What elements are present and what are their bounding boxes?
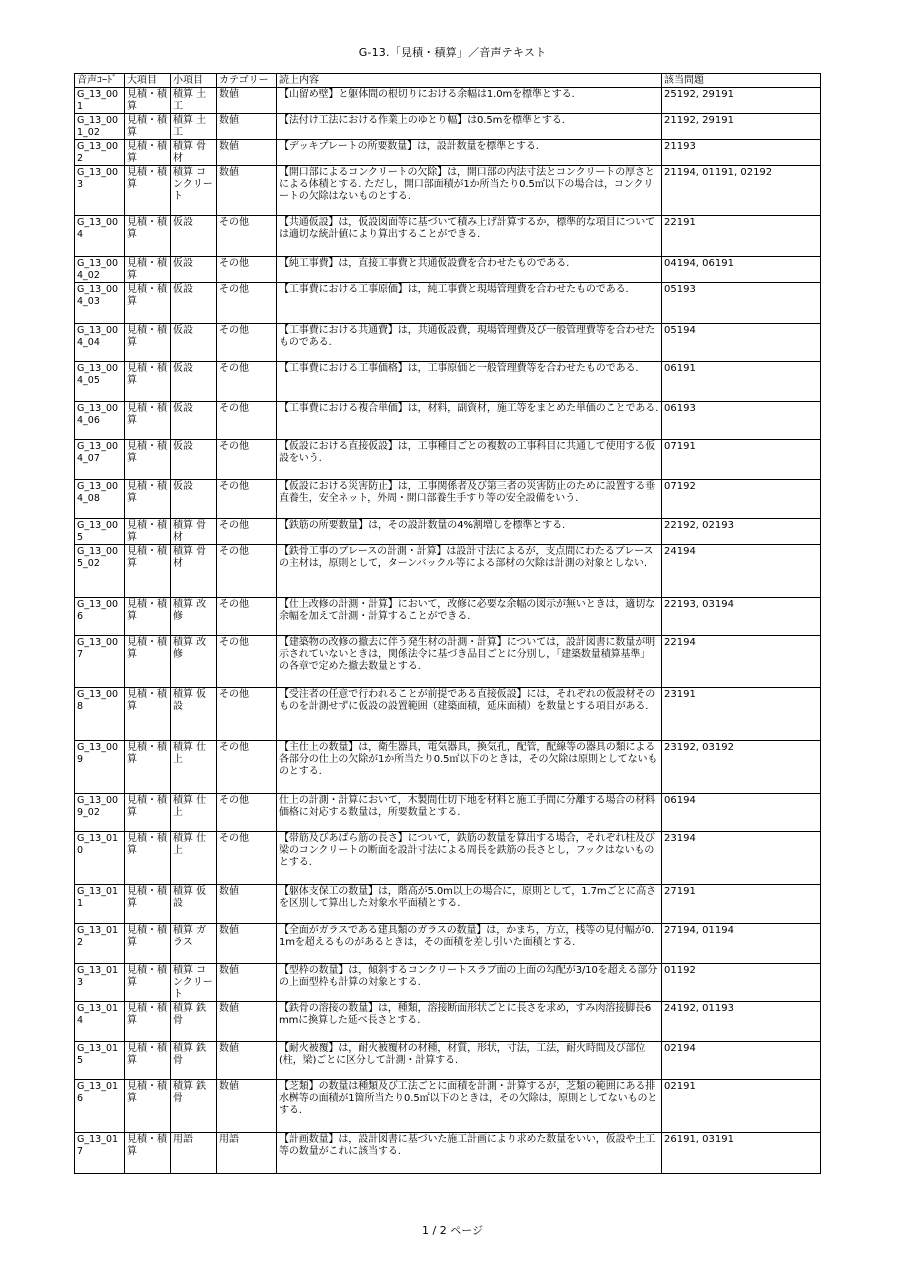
row-major: 見積・積算 xyxy=(125,688,171,741)
header-major: 大項目 xyxy=(125,74,171,88)
row-minor: 積算 仕上 xyxy=(171,832,217,885)
row-questions: 21194, 01191, 02192 xyxy=(662,166,821,216)
row-content: 【仮設における直接仮設】は，工事種目ごとの複数の工事科目に共通して使用する仮設をいう. xyxy=(277,440,662,480)
table-row xyxy=(75,114,821,140)
table-row xyxy=(75,257,821,283)
row-major: 見積・積算 xyxy=(125,885,171,924)
table-row xyxy=(75,480,821,519)
row-content: 仕上の計測・計算において，木製間仕切下地を材料と施工手間に分離する場合の材料価格に対応する数量は，所要数量とする. xyxy=(277,794,662,832)
row-content: 【共通仮設】は，仮設図面等に基づいて積み上げ計算するか，標準的な項目については適切な統計値により算出することができる. xyxy=(277,216,662,257)
row-category: その他 xyxy=(217,480,277,519)
row-content: 【耐火被覆】は，耐火被覆材の材種，材質，形状，寸法，工法，耐火時間及び部位(柱，梁)ごとに区分して計測・計算する. xyxy=(277,1042,662,1080)
header-code: 音声ｺｰﾄﾞ xyxy=(75,74,125,88)
row-major: 見積・積算 xyxy=(125,519,171,545)
row-content: 【仕上改修の計測・計算】において，改修に必要な余幅の図示が無いときは，適切な余幅を加えて計測・計算することができる. xyxy=(277,598,662,636)
row-major: 見積・積算 xyxy=(125,924,171,964)
row-questions: 27194, 01194 xyxy=(662,924,821,964)
row-questions: 02191 xyxy=(662,1080,821,1133)
row-major: 見積・積算 xyxy=(125,257,171,283)
row-questions: 23191 xyxy=(662,688,821,741)
row-minor: 積算 仮設 xyxy=(171,688,217,741)
row-questions: 06194 xyxy=(662,794,821,832)
row-category: その他 xyxy=(217,545,277,598)
row-minor: 積算 コンクリート xyxy=(171,166,217,216)
row-category: その他 xyxy=(217,636,277,688)
row-content: 【仮設における災害防止】は，工事関係者及び第三者の災害防止のために設置する垂直養生，安全ネット，外周・開口部養生手すり等の安全設備をいう. xyxy=(277,480,662,519)
row-minor: 積算 鉄骨 xyxy=(171,1080,217,1133)
row-category: 数値 xyxy=(217,88,277,114)
table-row xyxy=(75,1042,821,1080)
header-content: 読上内容 xyxy=(277,74,662,88)
table-row xyxy=(75,140,821,166)
row-major: 見積・積算 xyxy=(125,1002,171,1042)
table-row xyxy=(75,832,821,885)
row-questions: 23192, 03192 xyxy=(662,741,821,794)
row-code: G_13_006 xyxy=(75,598,125,636)
table-row xyxy=(75,88,821,114)
row-category: その他 xyxy=(217,598,277,636)
row-content: 【工事費における共通費】は，共通仮設費，現場管理費及び一般管理費等を合わせたものである. xyxy=(277,324,662,362)
row-questions: 22194 xyxy=(662,636,821,688)
row-minor: 積算 骨材 xyxy=(171,519,217,545)
row-content: 【全面がガラスである建具類のガラスの数量】は，かまち，方立，桟等の見付幅が0.1mを超えるものがあるときは，その面積を差し引いた面積とする. xyxy=(277,924,662,964)
row-questions: 05193 xyxy=(662,283,821,324)
table-row xyxy=(75,362,821,402)
row-category: 用語 xyxy=(217,1133,277,1174)
table-row xyxy=(75,519,821,545)
table-row xyxy=(75,1133,821,1174)
row-content: 【計画数量】は，設計図書に基づいた施工計画により求めた数量をいい，仮設や土工等の数量がこれに該当する. xyxy=(277,1133,662,1174)
row-content: 【鉄筋の所要数量】は，その設計数量の4%割増しを標準とする. xyxy=(277,519,662,545)
row-content: 【躯体支保工の数量】は，階高が5.0m以上の場合に，原則として，1.7mごとに高さを区別して算出した対象水平面積とする. xyxy=(277,885,662,924)
row-major: 見積・積算 xyxy=(125,636,171,688)
row-category: 数値 xyxy=(217,1042,277,1080)
row-category: その他 xyxy=(217,741,277,794)
table-row xyxy=(75,1002,821,1042)
row-code: G_13_004_06 xyxy=(75,402,125,440)
row-category: 数値 xyxy=(217,1002,277,1042)
row-code: G_13_003 xyxy=(75,166,125,216)
row-content: 【工事費における複合単価】は，材料，副資材，施工等をまとめた単価のことである. xyxy=(277,402,662,440)
row-minor: 積算 改修 xyxy=(171,636,217,688)
row-content: 【工事費における工事原価】は，純工事費と現場管理費を合わせたものである. xyxy=(277,283,662,324)
row-code: G_13_004_08 xyxy=(75,480,125,519)
row-major: 見積・積算 xyxy=(125,140,171,166)
row-minor: 積算 鉄骨 xyxy=(171,1002,217,1042)
table-header-row xyxy=(75,74,821,88)
row-category: その他 xyxy=(217,832,277,885)
row-category: 数値 xyxy=(217,114,277,140)
row-minor: 積算 仕上 xyxy=(171,794,217,832)
table-row xyxy=(75,794,821,832)
row-code: G_13_002 xyxy=(75,140,125,166)
table-body xyxy=(75,88,821,1174)
row-questions: 21193 xyxy=(662,140,821,166)
row-major: 見積・積算 xyxy=(125,480,171,519)
table-row xyxy=(75,636,821,688)
row-code: G_13_014 xyxy=(75,1002,125,1042)
row-major: 見積・積算 xyxy=(125,283,171,324)
row-content: 【法付け工法における作業上のゆとり幅】は0.5mを標準とする. xyxy=(277,114,662,140)
row-code: G_13_017 xyxy=(75,1133,125,1174)
row-questions: 07192 xyxy=(662,480,821,519)
row-minor: 仮設 xyxy=(171,257,217,283)
row-major: 見積・積算 xyxy=(125,362,171,402)
row-major: 見積・積算 xyxy=(125,1042,171,1080)
row-questions: 24192, 01193 xyxy=(662,1002,821,1042)
row-category: その他 xyxy=(217,402,277,440)
row-questions: 05194 xyxy=(662,324,821,362)
row-code: G_13_004_03 xyxy=(75,283,125,324)
row-category: 数値 xyxy=(217,964,277,1002)
row-questions: 06191 xyxy=(662,362,821,402)
row-category: その他 xyxy=(217,688,277,741)
row-code: G_13_004_05 xyxy=(75,362,125,402)
row-minor: 仮設 xyxy=(171,283,217,324)
row-code: G_13_008 xyxy=(75,688,125,741)
row-code: G_13_013 xyxy=(75,964,125,1002)
table-row xyxy=(75,688,821,741)
row-minor: 積算 改修 xyxy=(171,598,217,636)
row-content: 【純工事費】は，直接工事費と共通仮設費を合わせたものである. xyxy=(277,257,662,283)
table-row xyxy=(75,324,821,362)
row-content: 【鉄骨の溶接の数量】は，種類，溶接断面形状ごとに長さを求め，すみ肉溶接脚長6mmに換算した延べ長さとする. xyxy=(277,1002,662,1042)
row-major: 見積・積算 xyxy=(125,545,171,598)
row-code: G_13_012 xyxy=(75,924,125,964)
table-row xyxy=(75,216,821,257)
row-content: 【帯筋及びあばら筋の長さ】について，鉄筋の数量を算出する場合，それぞれ柱及び梁のコンクリートの断面を設計寸法による周長を鉄筋の長さとし，フックはないものとする. xyxy=(277,832,662,885)
row-questions: 22191 xyxy=(662,216,821,257)
row-minor: 積算 骨材 xyxy=(171,140,217,166)
row-code: G_13_004_02 xyxy=(75,257,125,283)
row-code: G_13_001 xyxy=(75,88,125,114)
row-questions: 07191 xyxy=(662,440,821,480)
header-questions: 該当問題 xyxy=(662,74,821,88)
row-questions: 24194 xyxy=(662,545,821,598)
row-minor: 仮設 xyxy=(171,324,217,362)
row-content: 【工事費における工事価格】は，工事原価と一般管理費等を合わせたものである. xyxy=(277,362,662,402)
row-code: G_13_016 xyxy=(75,1080,125,1133)
row-content: 【型枠の数量】は，傾斜するコンクリートスラブ面の上面の勾配が3/10を超える部分の上面型枠も計算の対象とする. xyxy=(277,964,662,1002)
row-minor: 仮設 xyxy=(171,362,217,402)
row-minor: 仮設 xyxy=(171,440,217,480)
row-code: G_13_005 xyxy=(75,519,125,545)
row-questions: 22192, 02193 xyxy=(662,519,821,545)
row-content: 【受注者の任意で行われることが前提である直接仮設】には，それぞれの仮設材そのものを計測せずに仮設の設置範囲（建築面積，延床面積）を数量とする項目がある. xyxy=(277,688,662,741)
row-major: 見積・積算 xyxy=(125,440,171,480)
table-row xyxy=(75,964,821,1002)
row-major: 見積・積算 xyxy=(125,794,171,832)
row-minor: 積算 ガラス xyxy=(171,924,217,964)
table-row xyxy=(75,402,821,440)
table-row xyxy=(75,924,821,964)
row-questions: 23194 xyxy=(662,832,821,885)
row-major: 見積・積算 xyxy=(125,598,171,636)
table-row xyxy=(75,1080,821,1133)
row-code: G_13_011 xyxy=(75,885,125,924)
row-category: 数値 xyxy=(217,885,277,924)
row-content: 【鉄骨工事のブレースの計測・計算】は設計寸法によるが，支点間にわたるブレースの主材は，原則として，ターンバックル等による部材の欠除は計測の対象としない. xyxy=(277,545,662,598)
row-major: 見積・積算 xyxy=(125,402,171,440)
table-row xyxy=(75,741,821,794)
row-questions: 21192, 29191 xyxy=(662,114,821,140)
row-minor: 積算 コンクリート xyxy=(171,964,217,1002)
table-row xyxy=(75,166,821,216)
row-category: 数値 xyxy=(217,1080,277,1133)
row-category: その他 xyxy=(217,283,277,324)
row-code: G_13_009 xyxy=(75,741,125,794)
row-code: G_13_004_04 xyxy=(75,324,125,362)
row-code: G_13_007 xyxy=(75,636,125,688)
table-row xyxy=(75,440,821,480)
row-content: 【主仕上の数量】は，衛生器具，電気器具，換気孔，配管，配線等の器具の類による各部分の仕上の欠除が1か所当たり0.5㎡以下のときは，その欠除は原則としてないものとする. xyxy=(277,741,662,794)
header-category: カテゴリー xyxy=(217,74,277,88)
row-questions: 25192, 29191 xyxy=(662,88,821,114)
row-major: 見積・積算 xyxy=(125,166,171,216)
row-content: 【山留め壁】と躯体間の根切りにおける余幅は1.0mを標準とする. xyxy=(277,88,662,114)
row-major: 見積・積算 xyxy=(125,964,171,1002)
row-minor: 用語 xyxy=(171,1133,217,1174)
row-code: G_13_004_07 xyxy=(75,440,125,480)
row-content: 【デッキプレートの所要数量】は，設計数量を標準とする. xyxy=(277,140,662,166)
row-questions: 26191, 03191 xyxy=(662,1133,821,1174)
row-major: 見積・積算 xyxy=(125,324,171,362)
row-content: 【芝類】の数量は種類及び工法ごとに面積を計測・計算するが，芝類の範囲にある排水桝等の面積が1箇所当たり0.5㎡以下のときは，その欠除は，原則としてないものとする. xyxy=(277,1080,662,1133)
row-code: G_13_001_02 xyxy=(75,114,125,140)
row-questions: 04194, 06191 xyxy=(662,257,821,283)
row-category: その他 xyxy=(217,216,277,257)
row-code: G_13_009_02 xyxy=(75,794,125,832)
row-category: 数値 xyxy=(217,140,277,166)
row-questions: 06193 xyxy=(662,402,821,440)
row-content: 【開口部によるコンクリートの欠除】は，開口部の内法寸法とコンクリートの厚さとによる体積とする. ただし，開口部面積が1か所当たり0.5㎡以下の場合は，コンクリートの欠除はないものとする. xyxy=(277,166,662,216)
row-category: その他 xyxy=(217,324,277,362)
row-code: G_13_004 xyxy=(75,216,125,257)
row-major: 見積・積算 xyxy=(125,88,171,114)
header-minor: 小項目 xyxy=(171,74,217,88)
row-minor: 仮設 xyxy=(171,480,217,519)
row-code: G_13_010 xyxy=(75,832,125,885)
table-row xyxy=(75,885,821,924)
table-row xyxy=(75,283,821,324)
row-questions: 02194 xyxy=(662,1042,821,1080)
row-code: G_13_005_02 xyxy=(75,545,125,598)
row-category: 数値 xyxy=(217,924,277,964)
row-category: その他 xyxy=(217,440,277,480)
row-minor: 積算 仕上 xyxy=(171,741,217,794)
row-category: 数値 xyxy=(217,166,277,216)
table-row xyxy=(75,545,821,598)
table-row xyxy=(75,598,821,636)
row-questions: 27191 xyxy=(662,885,821,924)
row-code: G_13_015 xyxy=(75,1042,125,1080)
row-minor: 積算 土工 xyxy=(171,88,217,114)
row-major: 見積・積算 xyxy=(125,832,171,885)
row-content: 【建築物の改修の撤去に伴う発生材の計測・計算】については，設計図書に数量が明示されていないときは，関係法令に基づき品目ごとに分別し，「建築数量積算基準」の各章で定めた撤去数量とする. xyxy=(277,636,662,688)
row-minor: 仮設 xyxy=(171,216,217,257)
row-major: 見積・積算 xyxy=(125,1080,171,1133)
row-major: 見積・積算 xyxy=(125,741,171,794)
row-category: その他 xyxy=(217,257,277,283)
row-category: その他 xyxy=(217,362,277,402)
row-major: 見積・積算 xyxy=(125,114,171,140)
page-footer: 1 / 2 ページ xyxy=(422,1224,483,1237)
row-category: その他 xyxy=(217,794,277,832)
row-minor: 仮設 xyxy=(171,402,217,440)
content-table xyxy=(74,73,821,1174)
row-questions: 22193, 03194 xyxy=(662,598,821,636)
row-minor: 積算 骨材 xyxy=(171,545,217,598)
row-minor: 積算 仮設 xyxy=(171,885,217,924)
page-title: G-13.「見積・積算」／音声テキスト xyxy=(358,46,547,59)
row-minor: 積算 鉄骨 xyxy=(171,1042,217,1080)
row-minor: 積算 土工 xyxy=(171,114,217,140)
row-category: その他 xyxy=(217,519,277,545)
row-major: 見積・積算 xyxy=(125,1133,171,1174)
row-major: 見積・積算 xyxy=(125,216,171,257)
row-questions: 01192 xyxy=(662,964,821,1002)
